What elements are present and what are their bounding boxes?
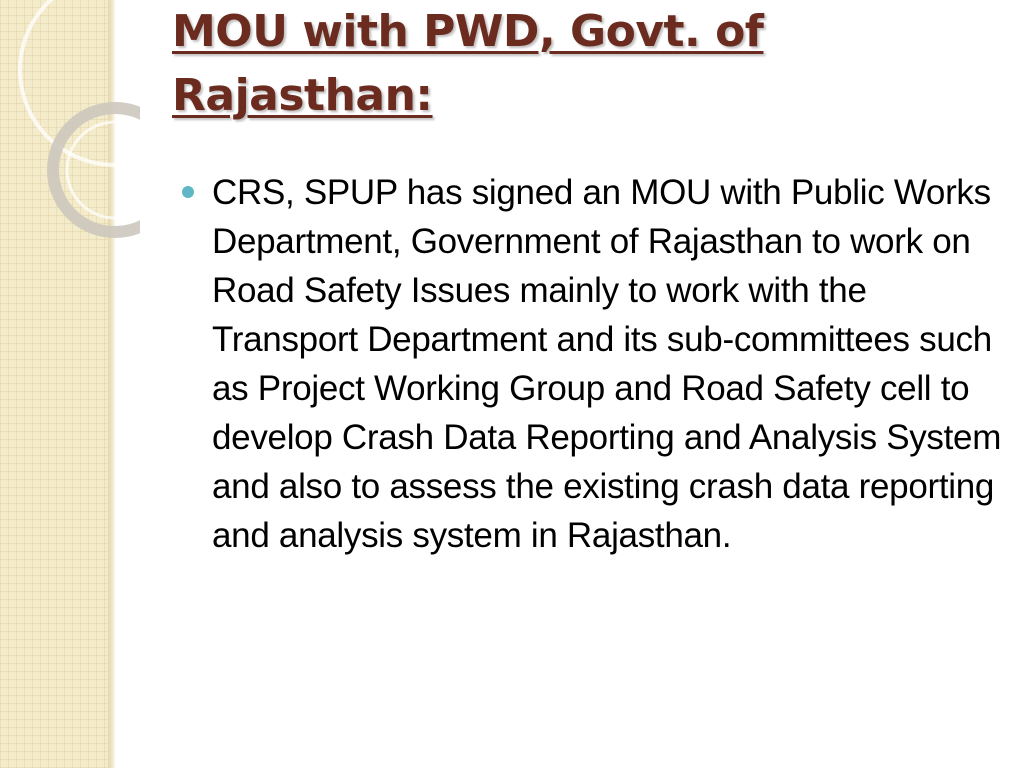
decorative-rings (0, 0, 140, 260)
slide-title: MOU with PWD, Govt. of Rajasthan: (172, 6, 764, 121)
bullet-list (182, 168, 1002, 560)
bullet-item (182, 168, 1002, 560)
decorative-ring-top (20, 0, 140, 165)
decorative-ring-inner (67, 122, 140, 218)
bullet-text: CRS, SPUP has signed an MOU with Public Works Department, Government of Rajasthan to work on Road Safety Issues mainly to work with the Transport Department and its sub-committees such as Project Working Group and Road Safety cell to develop Crash Data Reporting and Analysis System and also to assess the existing crash data reporting and analysis system in Rajasthan. (212, 173, 1002, 555)
bullet-dot-icon (182, 186, 194, 198)
